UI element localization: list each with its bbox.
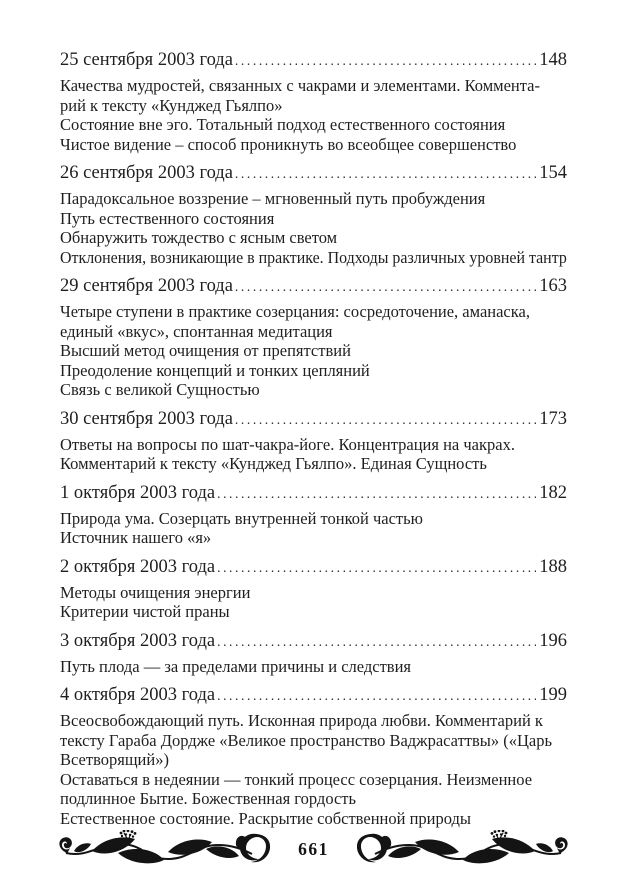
- toc-entry: [60, 274, 567, 400]
- toc-topic-line: Естественное состояние. Раскрытие собственной природы: [60, 808, 471, 828]
- toc-entry-page: 154: [539, 163, 567, 183]
- toc-topic-line: Преодоление концепций и тонких цепляний: [60, 360, 370, 380]
- toc-topic-line: Природа ума. Созерцать внутренней тонкой частью: [60, 508, 423, 528]
- toc-entry: [60, 683, 567, 828]
- table-of-contents: [60, 48, 567, 828]
- toc-entry-topics: [60, 189, 567, 267]
- floral-flourish-mirrored-icon: [357, 830, 569, 868]
- toc-entry-topics: [60, 583, 567, 622]
- toc-entry: [60, 555, 567, 622]
- toc-entry-page: 163: [539, 276, 567, 296]
- toc-topic-line: Связь с великой Сущностью: [60, 380, 260, 399]
- toc-entry-page: 199: [539, 685, 567, 705]
- dot-leader: [235, 162, 536, 186]
- floral-flourish-icon: [58, 830, 270, 868]
- toc-entry-heading: [60, 48, 567, 73]
- toc-entry-heading: [60, 481, 567, 506]
- toc-topic-line: Четыре ступени в практике созерцания: сосредоточение, аманаска,: [60, 302, 530, 321]
- toc-topic-line: Источник нашего «я»: [60, 528, 212, 547]
- toc-entry-heading: [60, 629, 567, 654]
- toc-entry-heading: [60, 683, 567, 708]
- toc-topic-line: Методы очищения энергии: [60, 582, 251, 602]
- toc-topic-line: Качества мудростей, связанных с чакрами и элементами. Коммента-: [60, 76, 540, 95]
- toc-entry-date: 4 октября 2003 года: [60, 685, 216, 705]
- toc-entry-topics: [60, 711, 567, 828]
- toc-topic-line: Критерии чистой праны: [60, 602, 230, 621]
- toc-entry-date: 1 октября 2003 года: [60, 482, 216, 503]
- toc-topic-line: Путь естественного состояния: [60, 208, 275, 228]
- toc-entry: [60, 48, 567, 154]
- toc-topic-line: Оставаться в недеянии — тонкий процесс созерцания. Неизменное: [60, 769, 533, 789]
- toc-topic-line: Ответы на вопросы по шат-чакра-йоге. Концентрация на чакрах.: [60, 434, 515, 454]
- toc-topic-line: Путь плода — за пределами причины и следствия: [60, 656, 411, 676]
- toc-entry-heading: [60, 407, 567, 432]
- page-footer: [58, 830, 569, 868]
- toc-entry-page: 173: [539, 408, 567, 429]
- dot-leader: [235, 408, 536, 432]
- toc-entry-page: 188: [539, 556, 567, 577]
- toc-entry-topics: [60, 435, 567, 474]
- toc-entry-heading: [60, 161, 567, 186]
- toc-topic-line: Всеосвобождающий путь. Исконная природа любви. Комментарий к: [60, 711, 543, 730]
- toc-entry-date: 3 октября 2003 года: [60, 630, 216, 651]
- toc-topic-line: единый «вкус», спонтанная медитация: [60, 321, 333, 341]
- toc-entry-topics: [60, 657, 567, 677]
- toc-entry-date: 26 сентября 2003 года: [60, 163, 233, 183]
- toc-entry-topics: [60, 76, 567, 154]
- toc-entry-page: 182: [539, 482, 567, 503]
- toc-topic-line: подлинное Бытие. Божественная гордость: [60, 789, 357, 808]
- dot-leader: [217, 482, 536, 506]
- toc-topic-line: Парадоксальное воззрение – мгновенный путь пробуждения: [60, 189, 486, 208]
- dot-leader: [235, 49, 536, 73]
- toc-topic-line: рий к тексту «Кунджед Гьялпо»: [60, 95, 283, 115]
- toc-topic-line: Всетворящий»): [60, 750, 169, 769]
- toc-entry-topics: [60, 302, 567, 400]
- toc-entry-date: 30 сентября 2003 года: [60, 408, 233, 429]
- toc-topic-line: Состояние вне эго. Тотальный подход естественного состояния: [60, 115, 506, 134]
- toc-topic-line: Высший метод очищения от препятствий: [60, 341, 351, 360]
- toc-topic-line: тексту Гараба Дордже «Великое пространство Ваджрасаттвы» («Царь: [60, 730, 553, 750]
- toc-topic-line: Чистое видение – способ проникнуть во всеобщее совершенство: [60, 134, 517, 154]
- toc-entry-date: 2 октября 2003 года: [60, 556, 216, 577]
- toc-entry-date: 25 сентября 2003 года: [60, 50, 233, 70]
- toc-topic-line: Отклонения, возникающие в практике. Подходы различных уровней тантр: [60, 247, 567, 267]
- toc-entry: [60, 161, 567, 267]
- dot-leader: [235, 275, 536, 299]
- toc-topic-line: Обнаружить тождество с ясным светом: [60, 228, 338, 247]
- toc-entry-page: 196: [539, 630, 567, 651]
- toc-entry-page: 148: [539, 50, 567, 70]
- dot-leader: [217, 630, 536, 654]
- toc-entry: [60, 407, 567, 474]
- toc-entry-heading: [60, 555, 567, 580]
- page-number: 661: [298, 838, 329, 859]
- dot-leader: [217, 556, 536, 580]
- toc-entry-date: 29 сентября 2003 года: [60, 276, 233, 296]
- toc-topic-line: Комментарий к тексту «Кунджед Гьялпо». Единая Сущность: [60, 454, 487, 473]
- dot-leader: [217, 684, 536, 708]
- toc-entry-topics: [60, 509, 567, 548]
- toc-entry: [60, 629, 567, 677]
- toc-entry-heading: [60, 274, 567, 299]
- toc-entry: [60, 481, 567, 548]
